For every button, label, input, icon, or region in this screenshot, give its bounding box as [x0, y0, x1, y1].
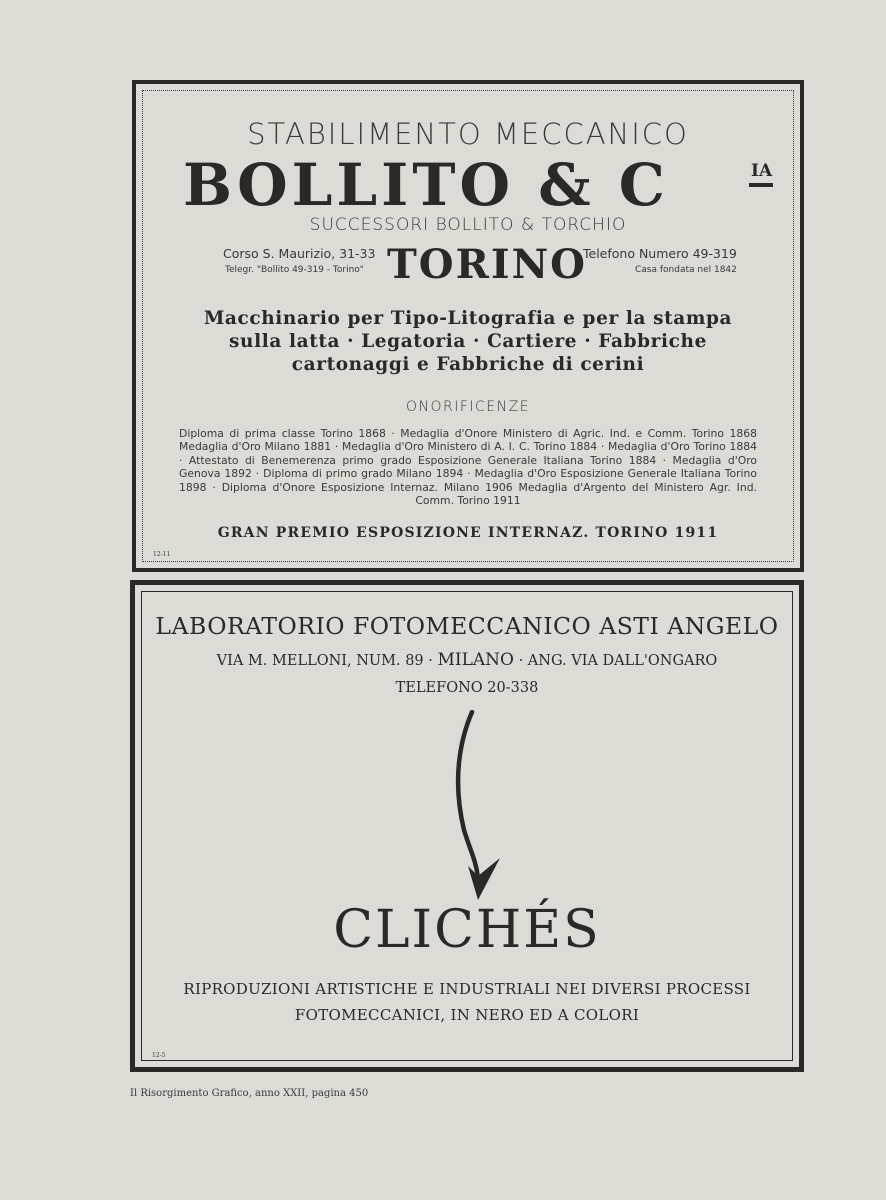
lab-address: [142, 650, 792, 670]
firm-address: Corso S. Maurizio, 31-33: [223, 246, 376, 261]
dotted-inner-border: [142, 90, 794, 562]
lab-phone: TELEFONO 20-338: [395, 680, 539, 696]
address-street: VIA M. MELLONI, NUM. 89 ·: [216, 653, 433, 669]
founded-year: Casa fondata nel 1842: [635, 265, 737, 275]
lab-name: LABORATORIO FOTOMECCANICO ASTI ANGELO: [155, 612, 779, 640]
address-corner: · ANG. VIA DALL'ONGARO: [518, 653, 718, 669]
services-line: RIPRODUZIONI ARTISTICHE E INDUSTRIALI NEI DIVERSI PROCESSI: [183, 980, 751, 998]
machinery-line: sulla latta · Legatoria · Cartiere · Fabbriche: [229, 331, 707, 352]
bollito-advertisement: [132, 80, 804, 572]
firm-phone: Telefono Numero 49-319: [583, 246, 737, 261]
address-city: MILANO: [437, 650, 514, 670]
asti-advertisement: [130, 580, 804, 1072]
page-footer: Il Risorgimento Grafico, anno XXII, pagina 450: [130, 1088, 369, 1099]
ad-code: 12-11: [153, 551, 171, 558]
telegraph-address: Telegr. "Bollito 49-319 - Torino": [225, 265, 364, 275]
firm-suffix: IA: [751, 161, 773, 181]
services-line: FOTOMECCANICI, IN NERO ED A COLORI: [294, 1006, 640, 1024]
grand-prize: GRAN PREMIO ESPOSIZIONE INTERNAZ. TORINO 1911: [217, 525, 719, 541]
honors-title: ONORIFICENZE: [405, 399, 531, 415]
firm-city: TORINO: [387, 241, 587, 288]
honors-list: Diploma di prima classe Torino 1868 · Medaglia d'Onore Ministero di Agric. Ind. e Comm. Torino 1868 Medaglia d'Oro Milano 1881 · Medaglia d'Oro Ministero di A. I. C. Torino 1884 · Medaglia d'Oro Torino 1884 · Attestato di Benemerenza primo grado Esposizione Generale Italiana Torino 1884 · Medaglia d'Oro Genova 1892 · Diploma di primo grado Milano 1894 · Medaglia d'Oro Esposizione Generale Italiana Torino 1898 · Diploma d'Onore Esposizione Internaz. Milano 1906 Medaglia d'Argento del Ministero Agr. Ind. Comm. Torino 1911: [179, 427, 757, 508]
inner-border: [141, 591, 793, 1061]
machinery-line: cartonaggi e Fabbriche di cerini: [291, 354, 645, 375]
suffix-underline: [749, 183, 773, 187]
ad-code: 12-5: [152, 1052, 166, 1059]
firm-name: BOLLITO & C: [183, 151, 669, 219]
machinery-description: [173, 307, 763, 376]
successors-line: SUCCESSORI BOLLITO & TORCHIO: [309, 215, 627, 235]
ad1-heading: STABILIMENTO MECCANICO: [247, 117, 689, 151]
cliches-headline: CLICHÉS: [333, 900, 601, 960]
machinery-line: Macchinario per Tipo-Litografia e per la stampa: [203, 308, 733, 329]
arrow-down-icon: [442, 710, 522, 910]
